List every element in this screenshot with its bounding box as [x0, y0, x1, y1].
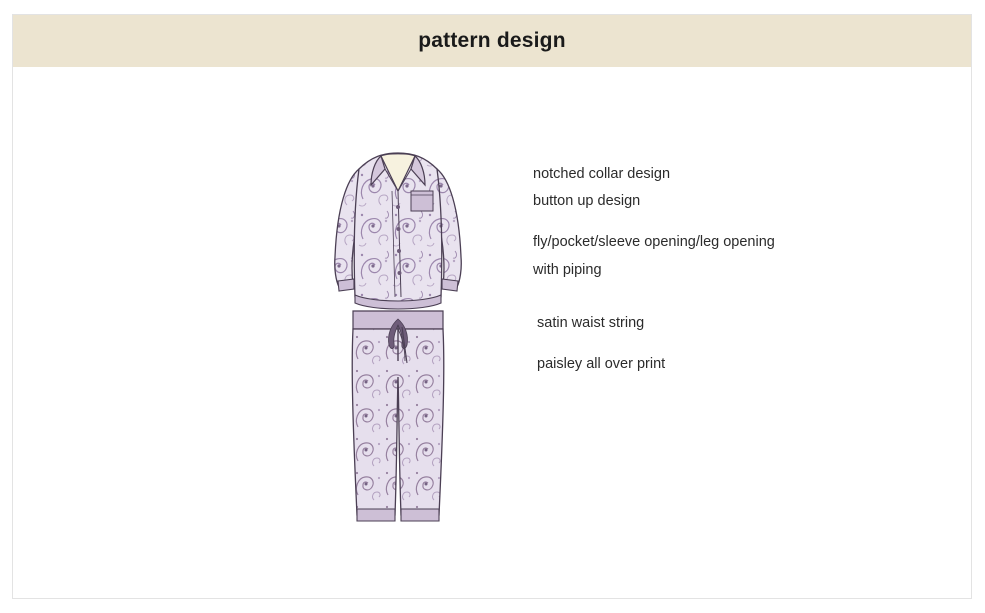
- list-item: notched collar design: [533, 166, 671, 182]
- design-notes-list: [533, 167, 913, 372]
- pajama-pants: [352, 311, 444, 521]
- spacer: [533, 278, 913, 304]
- document-sheet: [12, 14, 972, 599]
- spacer: [533, 331, 913, 357]
- list-item: satin waist string: [533, 314, 645, 331]
- page-title: pattern design: [418, 29, 566, 52]
- title-bar: [13, 15, 971, 67]
- spacer: [533, 251, 913, 263]
- list-item: button up design: [533, 193, 641, 210]
- document-canvas: [13, 67, 971, 598]
- pajama-top: [335, 153, 462, 309]
- spacer: [533, 209, 913, 235]
- pajama-set-sketch: [323, 129, 473, 549]
- list-item: fly/pocket/sleeve opening/leg opening: [533, 234, 775, 251]
- list-item: with piping: [533, 261, 602, 278]
- list-item: paisley all over print: [533, 356, 666, 373]
